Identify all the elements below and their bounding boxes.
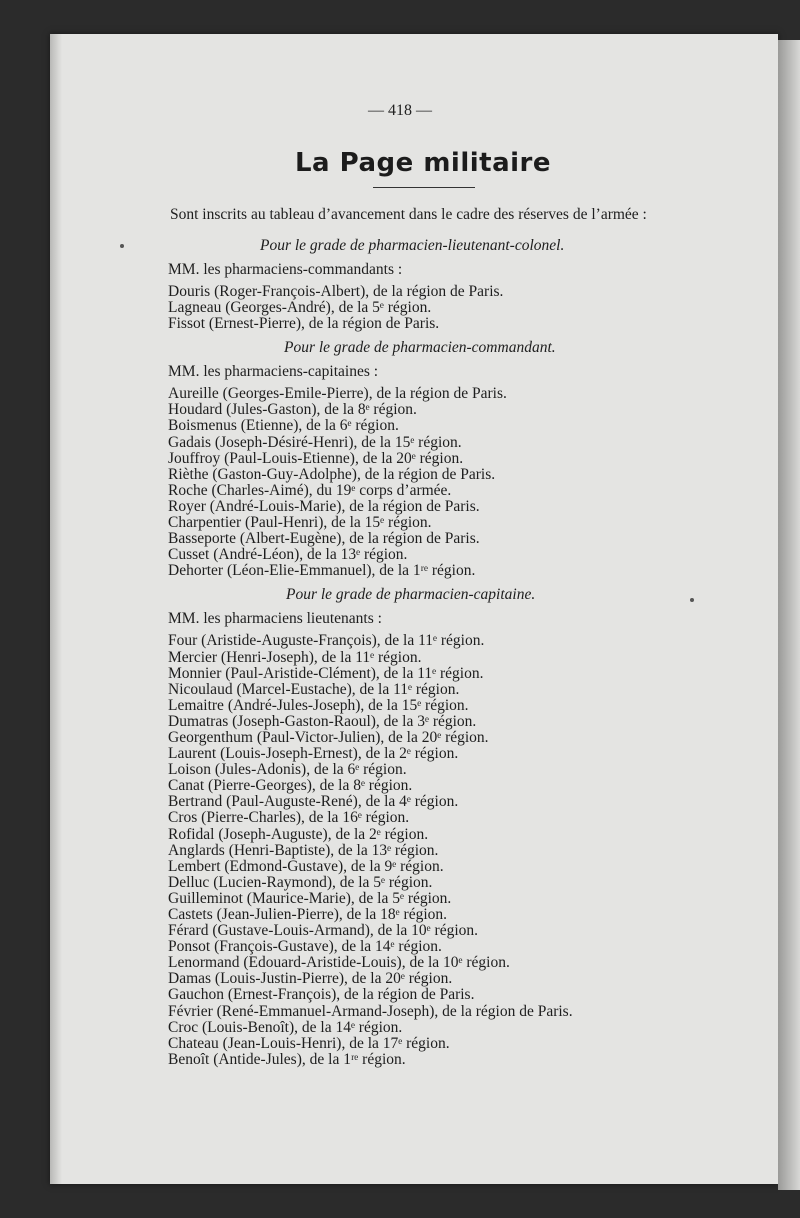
list-item: Delluc (Lucien-Raymond), de la 5ᵉ région. [168,873,433,891]
grade-heading: Pour le grade de pharmacien-lieutenant-colonel. [260,237,565,254]
list-item: Cros (Pierre-Charles), de la 16ᵉ région. [168,809,410,827]
list-item: Guilleminot (Maurice-Marie), de la 5ᵉ région. [168,889,452,907]
list-item: Cusset (André-Léon), de la 13ᵉ région. [168,546,408,564]
list-item: Basseporte (Albert-Eugène), de la région de Paris. [168,530,480,548]
list-item: Gauchon (Ernest-François), de la région de Paris. [168,986,475,1004]
next-page-edge [778,40,800,1190]
list-item: Rofidal (Joseph-Auguste), de la 2ᵉ région. [168,825,429,843]
title-underline [373,187,475,188]
entry-list [168,386,768,579]
list-item: Bertrand (Paul-Auguste-René), de la 4ᵉ région. [168,793,459,811]
list-item: Février (René-Emmanuel-Armand-Joseph), de la région de Paris. [168,1002,573,1020]
list-item: Aureille (Georges-Emile-Pierre), de la région de Paris. [168,385,507,403]
page-number: — 418 — [368,102,432,119]
page-binding-edge [50,34,62,1184]
intro-paragraph: Sont inscrits au tableau d’avancement dans le cadre des réserves de l’armée : [170,206,647,223]
list-item: Nicoulaud (Marcel-Eustache), de la 11ᵉ région. [168,680,460,698]
entry-list [168,284,768,332]
list-item: Lagneau (Georges-André), de la 5ᵉ région. [168,299,432,317]
list-item: Charpentier (Paul-Henri), de la 15ᵉ région. [168,514,432,532]
list-item: Canat (Pierre-Georges), de la 8ᵉ région. [168,777,413,795]
list-item: Mercier (Henri-Joseph), de la 11ᵉ région. [168,648,422,666]
list-item: Monnier (Paul-Aristide-Clément), de la 11ᵉ région. [168,664,484,682]
group-heading: MM. les pharmaciens lieutenants : [168,610,382,628]
list-item: Rièthe (Gaston-Guy-Adolphe), de la région de Paris. [168,465,496,483]
list-item: Ponsot (François-Gustave), de la 14ᵉ région. [168,938,442,956]
promotion-section [168,338,768,579]
list-item: Georgenthum (Paul-Victor-Julien), de la 20ᵉ région. [168,728,489,746]
grade-heading: Pour le grade de pharmacien-capitaine. [286,586,536,604]
list-item: Four (Aristide-Auguste-François), de la 11ᵉ région. [168,632,485,650]
list-item: Royer (André-Louis-Marie), de la région de Paris. [168,497,480,515]
list-item: Lembert (Edmond-Gustave), de la 9ᵉ région. [168,857,444,875]
list-item: Castets (Jean-Julien-Pierre), de la 18ᵉ région. [168,906,448,923]
list-item: Gadais (Joseph-Désiré-Henri), de la 15ᵉ région. [168,433,462,451]
list-item: Chateau (Jean-Louis-Henri), de la 17ᵉ région. [168,1034,450,1052]
list-item: Dehorter (Léon-Elie-Emmanuel), de la 1ʳᵉ région. [168,562,476,580]
list-item: Damas (Louis-Justin-Pierre), de la 20ᵉ région. [168,970,453,988]
page-title: La Page militaire [294,148,552,178]
list-item: Laurent (Louis-Joseph-Ernest), de la 2ᵉ région. [168,745,459,763]
print-speck [120,244,124,248]
list-item: Roche (Charles-Aimé), du 19ᵉ corps d’armée. [168,481,452,499]
list-item: Jouffroy (Paul-Louis-Etienne), de la 20ᵉ région. [168,449,464,467]
list-item: Dumatras (Joseph-Gaston-Raoul), de la 3ᵉ région. [168,712,477,730]
print-speck [690,598,694,602]
promotion-section [168,585,768,1068]
group-heading: MM. les pharmaciens-capitaines : [168,363,379,381]
promotion-sections [168,236,768,1068]
list-item: Boismenus (Etienne), de la 6ᵉ région. [168,417,399,435]
article-body [168,205,768,1068]
list-item: Fissot (Ernest-Pierre), de la région de Paris. [168,315,440,333]
promotion-section [168,236,768,332]
list-item: Loison (Jules-Adonis), de la 6ᵉ région. [168,761,407,779]
list-item: Anglards (Henri-Baptiste), de la 13ᵉ région. [168,841,439,859]
list-item: Douris (Roger-François-Albert), de la région de Paris. [168,283,504,300]
list-item: Houdard (Jules-Gaston), de la 8ᵉ région. [168,401,417,419]
list-item: Benoît (Antide-Jules), de la 1ʳᵉ région. [168,1050,406,1068]
list-item: Croc (Louis-Benoît), de la 14ᵉ région. [168,1018,403,1036]
group-heading: MM. les pharmaciens-commandants : [168,261,403,278]
entry-list [168,633,768,1068]
grade-heading: Pour le grade de pharmacien-commandant. [284,339,556,357]
list-item: Lenormand (Edouard-Aristide-Louis), de la 10ᵉ région. [168,954,510,972]
list-item: Férard (Gustave-Louis-Armand), de la 10ᵉ région. [168,922,478,940]
list-item: Lemaitre (André-Jules-Joseph), de la 15ᵉ région. [168,696,469,714]
